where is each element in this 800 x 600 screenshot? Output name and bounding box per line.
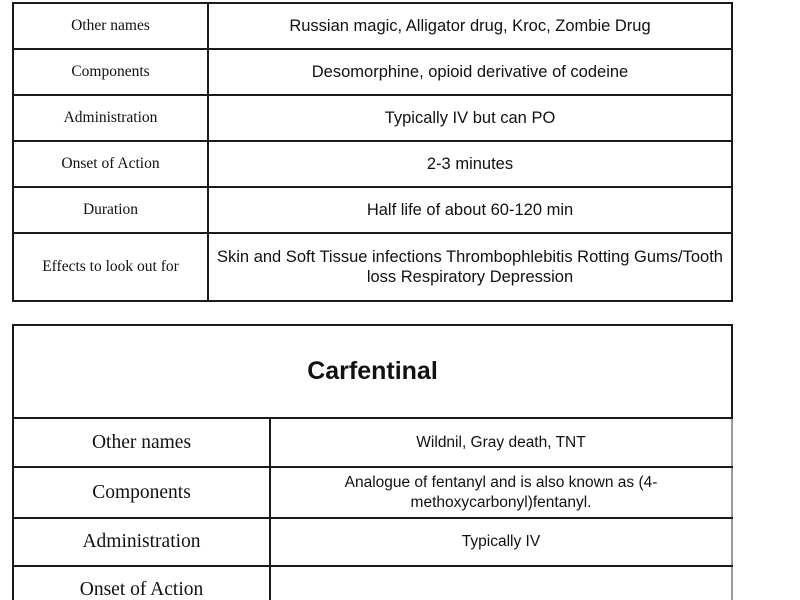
row-label: Components — [13, 467, 270, 518]
table-row — [13, 518, 732, 566]
row-label: Onset of Action — [13, 566, 270, 600]
table-row — [13, 418, 732, 467]
table-row — [13, 233, 732, 301]
row-value: Typically IV but can PO — [208, 95, 732, 141]
table-row — [13, 49, 732, 95]
row-label: Onset of Action — [13, 141, 208, 187]
row-value: Wildnil, Gray death, TNT — [270, 418, 732, 467]
row-label: Other names — [13, 418, 270, 467]
carfentanil-info-table — [12, 324, 733, 600]
row-value: Desomorphine, opioid derivative of codeine — [208, 49, 732, 95]
table-row — [13, 95, 732, 141]
table-row — [13, 141, 732, 187]
row-label: Components — [13, 49, 208, 95]
row-label: Other names — [13, 3, 208, 49]
table-row — [13, 187, 732, 233]
desomorphine-info-table — [12, 2, 733, 302]
row-label: Duration — [13, 187, 208, 233]
table-row — [13, 3, 732, 49]
row-value: Russian magic, Alligator drug, Kroc, Zombie Drug — [208, 3, 732, 49]
table-title-row — [13, 325, 732, 418]
row-label: Administration — [13, 518, 270, 566]
row-label: Effects to look out for — [13, 233, 208, 301]
row-value: Half life of about 60-120 min — [208, 187, 732, 233]
row-value: 2-3 minutes — [208, 141, 732, 187]
row-label: Administration — [13, 95, 208, 141]
table-row — [13, 467, 732, 518]
row-value: Typically IV — [270, 518, 732, 566]
table-title: Carfentinal — [13, 325, 732, 418]
table-row — [13, 566, 732, 600]
row-value: Analogue of fentanyl and is also known as (4-methoxycarbonyl)fentanyl. — [270, 467, 732, 518]
row-value: Skin and Soft Tissue infections Thrombophlebitis Rotting Gums/Tooth loss Respiratory Depression — [208, 233, 732, 301]
row-value — [270, 566, 732, 600]
